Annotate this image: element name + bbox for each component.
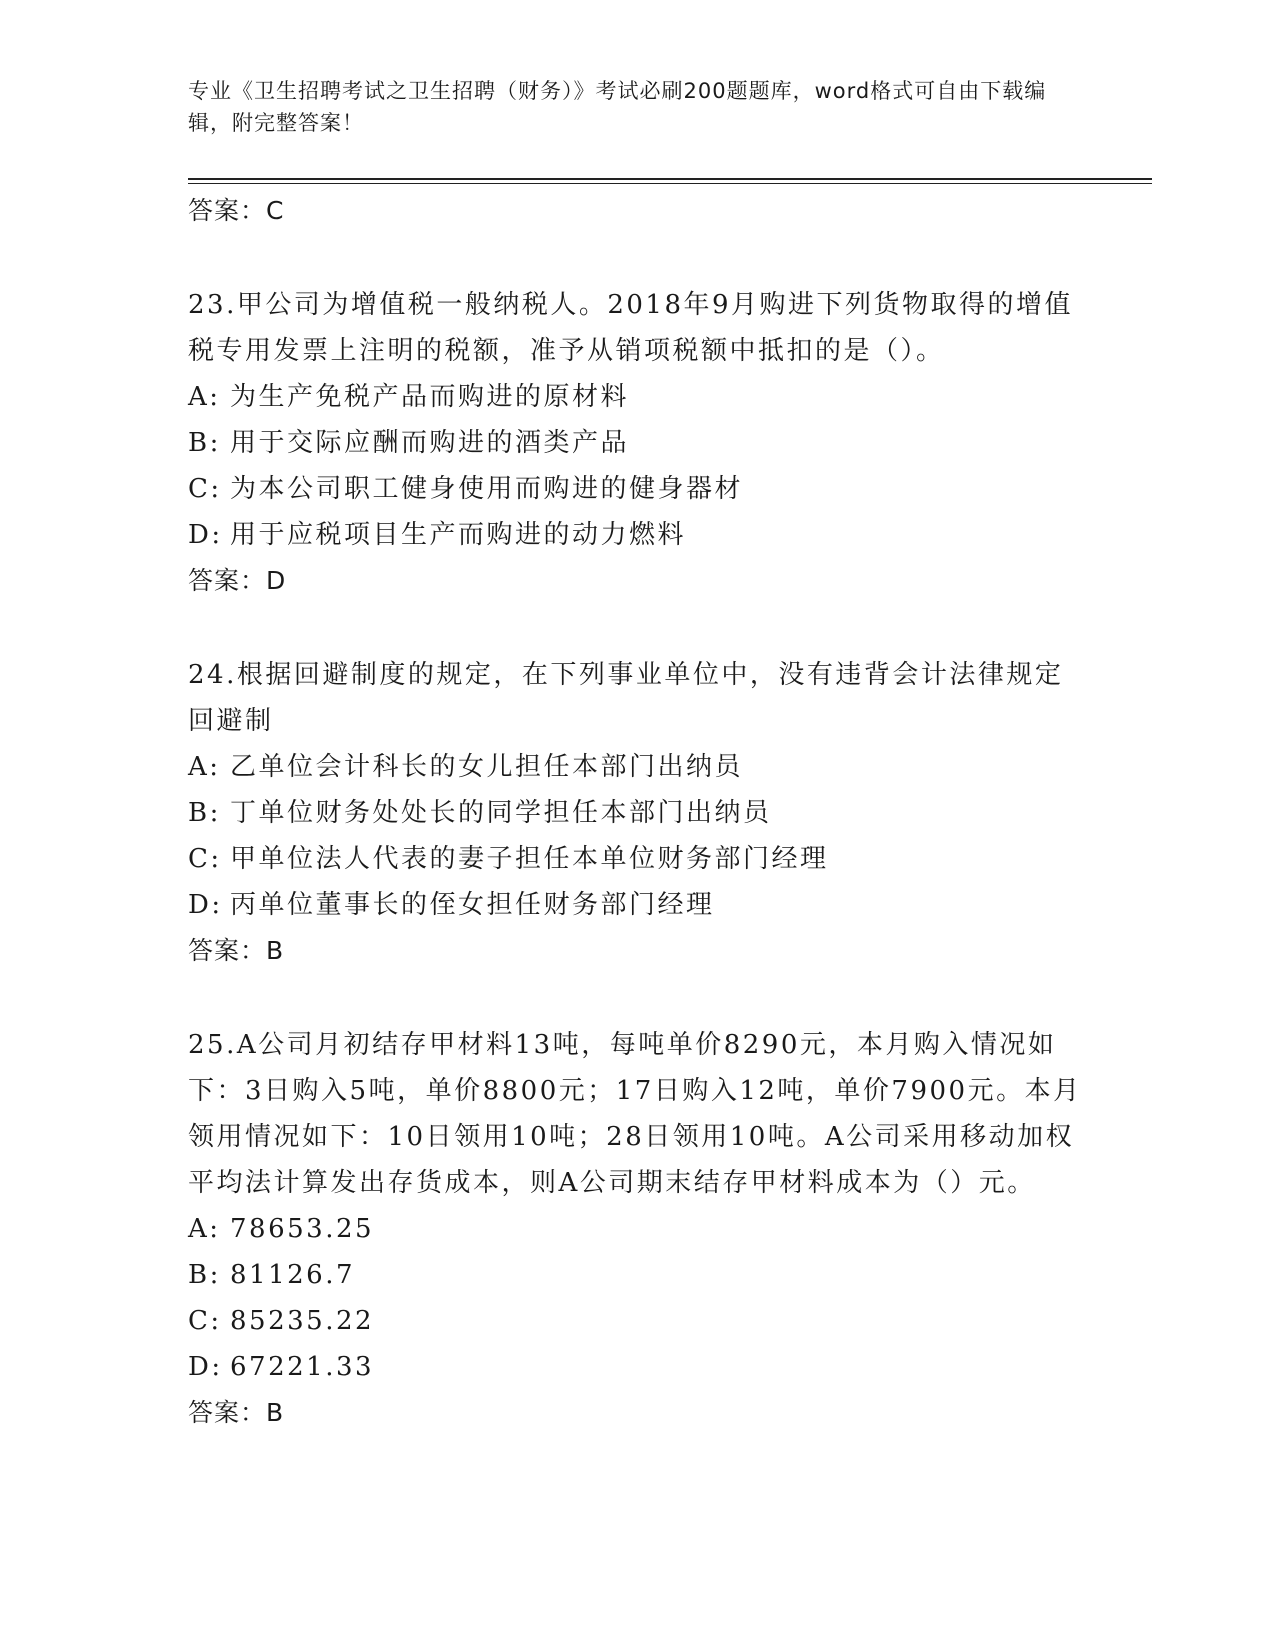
answer-prefix: 答案： bbox=[188, 1398, 267, 1427]
option-letter: C: bbox=[188, 1306, 222, 1336]
option-d bbox=[188, 882, 1088, 928]
option-text: 丙单位董事长的侄女担任财务部门经理 bbox=[230, 890, 715, 920]
answer-value: D bbox=[266, 566, 287, 595]
question-23 bbox=[188, 282, 1088, 604]
option-letter: D: bbox=[188, 890, 223, 920]
option-b bbox=[188, 1252, 1088, 1298]
option-text: 78653.25 bbox=[230, 1214, 375, 1244]
option-letter: A: bbox=[188, 752, 221, 782]
option-letter: C: bbox=[188, 844, 222, 874]
option-letter: C: bbox=[188, 474, 222, 504]
answer-prefix: 答案： bbox=[188, 196, 267, 225]
option-d bbox=[188, 1344, 1088, 1390]
answer-line bbox=[188, 558, 1088, 604]
option-letter: B: bbox=[188, 798, 221, 828]
option-c bbox=[188, 1298, 1088, 1344]
answer-prefix: 答案： bbox=[188, 936, 267, 965]
question-stem: 23.甲公司为增值税一般纳税人。2018年9月购进下列货物取得的增值税专用发票上注明的税额，准予从销项税额中抵扣的是（）。 bbox=[188, 290, 1074, 366]
answer-prefix: 答案： bbox=[188, 566, 267, 595]
option-letter: A: bbox=[188, 382, 221, 412]
question-24 bbox=[188, 652, 1088, 974]
option-letter: B: bbox=[188, 428, 221, 458]
option-a bbox=[188, 1206, 1088, 1252]
option-text: 甲单位法人代表的妻子担任本单位财务部门经理 bbox=[230, 844, 829, 874]
answer-line bbox=[188, 928, 1088, 974]
option-text: 85235.22 bbox=[230, 1306, 375, 1336]
header-text: 专业《卫生招聘考试之卫生招聘（财务）》考试必刷200题题库，word格式可自由下载编辑，附完整答案！ bbox=[188, 79, 1047, 135]
answer-line bbox=[188, 188, 1088, 234]
document-body bbox=[188, 188, 1088, 1436]
option-b bbox=[188, 790, 1088, 836]
option-d bbox=[188, 512, 1088, 558]
answer-value: B bbox=[266, 1398, 285, 1427]
option-text: 乙单位会计科长的女儿担任本部门出纳员 bbox=[230, 752, 744, 782]
option-text: 为本公司职工健身使用而购进的健身器材 bbox=[230, 474, 744, 504]
option-text: 67221.33 bbox=[230, 1352, 375, 1382]
option-a bbox=[188, 374, 1088, 420]
option-a bbox=[188, 744, 1088, 790]
option-text: 用于交际应酬而购进的酒类产品 bbox=[230, 428, 630, 458]
question-stem: 25.A公司月初结存甲材料13吨，每吨单价8290元，本月购入情况如下：3日购入5吨，单价8800元；17日购入12吨，单价7900元。本月领用情况如下：10日领用10吨；28日领用10吨。A公司采用移动加权平均法计算发出存货成本，则A公司期末结存甲材料成本为（）元。 bbox=[188, 1030, 1082, 1198]
option-letter: B: bbox=[188, 1260, 221, 1290]
option-c bbox=[188, 466, 1088, 512]
option-c bbox=[188, 836, 1088, 882]
header-rule bbox=[188, 178, 1152, 184]
option-letter: D: bbox=[188, 520, 223, 550]
answer-value: B bbox=[266, 936, 285, 965]
option-text: 丁单位财务处处长的同学担任本部门出纳员 bbox=[230, 798, 772, 828]
option-b bbox=[188, 420, 1088, 466]
option-text: 81126.7 bbox=[230, 1260, 356, 1290]
question-stem: 24.根据回避制度的规定，在下列事业单位中，没有违背会计法律规定回避制 bbox=[188, 660, 1064, 736]
option-letter: A: bbox=[188, 1214, 221, 1244]
option-text: 用于应税项目生产而购进的动力燃料 bbox=[230, 520, 687, 550]
option-letter: D: bbox=[188, 1352, 223, 1382]
page-header bbox=[188, 75, 1068, 139]
question-25 bbox=[188, 1022, 1088, 1436]
answer-value: C bbox=[266, 196, 285, 225]
option-text: 为生产免税产品而购进的原材料 bbox=[230, 382, 630, 412]
answer-line bbox=[188, 1390, 1088, 1436]
